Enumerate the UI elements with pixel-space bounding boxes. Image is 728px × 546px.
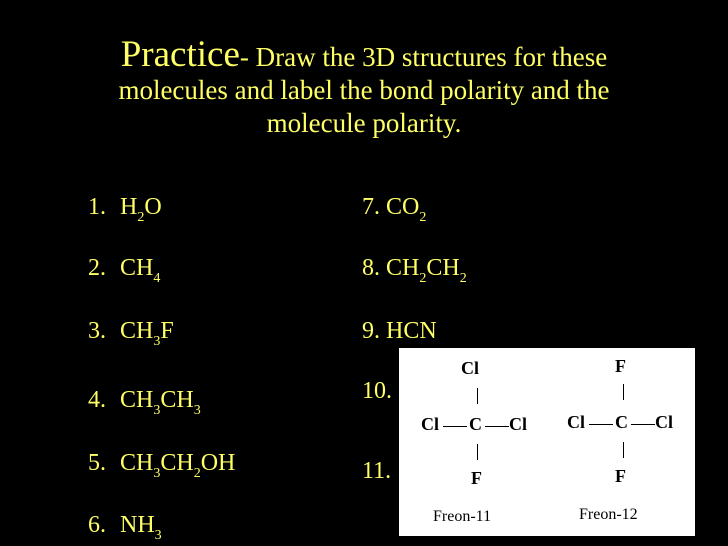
left-list-item-2 <box>88 255 161 286</box>
list-number: 3. <box>88 318 106 344</box>
formula-text: CH <box>120 318 154 344</box>
formula-subscript: 4 <box>153 271 161 286</box>
list-number: 11. <box>362 458 398 484</box>
left-list-item-5 <box>88 450 236 481</box>
freon-12-left-bond <box>589 424 613 425</box>
formula-subscript: 3 <box>153 466 161 481</box>
right-list-item-8 <box>362 255 467 286</box>
formula-subscript: 3 <box>154 528 162 543</box>
formula-text: H <box>120 194 138 220</box>
formula-text: CH <box>160 450 194 476</box>
formula-text: CH <box>426 255 460 281</box>
formula-text: O <box>144 194 162 220</box>
formula-subscript: 2 <box>419 210 427 225</box>
left-list-item-3 <box>88 318 174 349</box>
right-list-item-7 <box>362 194 427 225</box>
freon-12-top-atom: F <box>615 356 626 376</box>
formula-text: OH <box>200 450 236 476</box>
freon-12-left-atom: Cl <box>567 412 585 432</box>
freon-structures-panel <box>399 348 695 536</box>
formula-subscript: 2 <box>459 271 467 286</box>
freon-12-center-atom: C <box>615 412 628 432</box>
right-list-item-11 <box>362 458 397 485</box>
formula-text: CH <box>160 387 194 413</box>
freon-12-structure <box>549 348 695 536</box>
formula-text: CH <box>120 387 154 413</box>
freon-12-caption: Freon-12 <box>579 506 638 523</box>
left-list-item-4 <box>88 387 201 418</box>
freon-11-caption: Freon-11 <box>433 508 492 525</box>
formula-text: CH <box>120 450 154 476</box>
title-line-3: molecule polarity. <box>266 108 462 138</box>
title-line-2: molecules and label the bond polarity and the <box>118 75 610 105</box>
freon-11-bottom-atom: F <box>471 468 482 488</box>
freon-12-bottom-atom: F <box>615 466 626 486</box>
list-number: 2. <box>88 255 106 281</box>
formula-subscript: 2 <box>137 210 145 225</box>
list-number: 4. <box>88 387 106 413</box>
list-number: 5. <box>88 450 106 476</box>
left-list-item-6 <box>88 512 162 543</box>
freon-11-top-atom: Cl <box>461 358 479 378</box>
list-number: 8. <box>362 255 386 281</box>
freon-11-left-bond <box>443 426 467 427</box>
slide-title <box>0 34 728 140</box>
freon-11-center-atom: C <box>469 414 482 434</box>
list-number: 1. <box>88 194 106 220</box>
list-number: 10. <box>362 378 398 404</box>
freon-12-bottom-bond <box>623 442 624 458</box>
freon-12-right-atom: Cl <box>655 412 673 432</box>
title-lead: Practice <box>120 34 240 75</box>
left-list-item-1 <box>88 194 162 225</box>
freon-11-top-bond <box>477 388 478 404</box>
freon-12-right-bond <box>631 424 655 425</box>
freon-11-bottom-bond <box>477 444 478 460</box>
formula-subscript: 3 <box>193 403 201 418</box>
formula-text: HCN <box>386 318 437 344</box>
formula-text: F <box>160 318 174 344</box>
formula-text: NH <box>120 512 155 538</box>
list-number: 6. <box>88 512 106 538</box>
freon-11-left-atom: Cl <box>421 414 439 434</box>
formula-subscript: 3 <box>153 403 161 418</box>
right-list-item-9 <box>362 318 437 345</box>
freon-11-right-bond <box>485 426 509 427</box>
title-rest: - Draw the 3D structures for these <box>239 42 608 72</box>
formula-text: CH <box>120 255 154 281</box>
formula-text: CO <box>386 194 420 220</box>
formula-subscript: 3 <box>153 334 161 349</box>
list-number: 7. <box>362 194 386 220</box>
list-number: 9. <box>362 318 386 344</box>
formula-subscript: 2 <box>419 271 427 286</box>
title-line-1 <box>0 34 728 75</box>
freon-11-right-atom: Cl <box>509 414 527 434</box>
formula-text: CH <box>386 255 420 281</box>
freon-12-top-bond <box>623 384 624 400</box>
right-list-item-10 <box>362 378 398 405</box>
freon-11-structure <box>399 348 549 536</box>
formula-subscript: 2 <box>193 466 201 481</box>
